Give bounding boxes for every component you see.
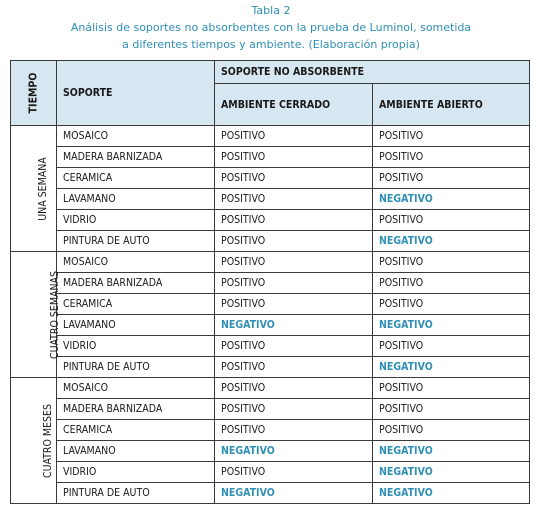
tiempo-group-label: UNA SEMANA [11,126,57,252]
ambiente-cerrado-cell: POSITIVO [215,336,373,357]
header-row-top [11,61,530,84]
ambiente-abierto-cell: POSITIVO [373,273,530,294]
soporte-cell: VIDRIO [57,336,215,357]
header-ambiente-abierto: AMBIENTE ABIERTO [373,84,530,126]
table-row [11,147,530,168]
ambiente-abierto-cell: NEGATIVO [373,483,530,504]
soporte-cell: PINTURA DE AUTO [57,357,215,378]
table-row [11,252,530,273]
table-row [11,231,530,252]
soporte-cell: VIDRIO [57,462,215,483]
luminol-results-table [10,60,530,504]
ambiente-cerrado-cell: NEGATIVO [215,315,373,336]
table-row [11,315,530,336]
ambiente-cerrado-cell: POSITIVO [215,294,373,315]
ambiente-abierto-cell: POSITIVO [373,336,530,357]
table-row [11,210,530,231]
table-row [11,126,530,147]
table-row [11,294,530,315]
soporte-cell: MADERA BARNIZADA [57,399,215,420]
ambiente-abierto-cell: NEGATIVO [373,189,530,210]
table-row [11,273,530,294]
ambiente-cerrado-cell: POSITIVO [215,231,373,252]
ambiente-cerrado-cell: NEGATIVO [215,483,373,504]
ambiente-abierto-cell: POSITIVO [373,210,530,231]
table-number: Tabla 2 [251,4,291,17]
ambiente-cerrado-cell: POSITIVO [215,420,373,441]
table-row [11,462,530,483]
header-soporte: SOPORTE [57,61,215,126]
ambiente-abierto-cell: POSITIVO [373,252,530,273]
table-row [11,483,530,504]
soporte-cell: CERAMICA [57,420,215,441]
ambiente-cerrado-cell: POSITIVO [215,273,373,294]
ambiente-cerrado-cell: POSITIVO [215,126,373,147]
table-row [11,189,530,210]
ambiente-abierto-cell: POSITIVO [373,378,530,399]
ambiente-abierto-cell: POSITIVO [373,168,530,189]
ambiente-cerrado-cell: NEGATIVO [215,441,373,462]
ambiente-abierto-cell: POSITIVO [373,126,530,147]
soporte-cell: LAVAMANO [57,315,215,336]
table-row [11,336,530,357]
table-caption-line-2: a diferentes tiempos y ambiente. (Elaboración propia) [122,38,420,51]
ambiente-abierto-cell: NEGATIVO [373,315,530,336]
tiempo-group-label: CUATRO SEMANAS [11,252,57,378]
ambiente-abierto-cell: POSITIVO [373,147,530,168]
ambiente-cerrado-cell: POSITIVO [215,357,373,378]
soporte-cell: LAVAMANO [57,441,215,462]
ambiente-abierto-cell: POSITIVO [373,399,530,420]
table-row [11,378,530,399]
ambiente-cerrado-cell: POSITIVO [215,147,373,168]
ambiente-abierto-cell: POSITIVO [373,420,530,441]
header-ambiente-cerrado: AMBIENTE CERRADO [215,84,373,126]
ambiente-abierto-cell: NEGATIVO [373,441,530,462]
table-caption-line-1: Análisis de soportes no absorbentes con la prueba de Luminol, sometida [70,21,472,34]
ambiente-cerrado-cell: POSITIVO [215,462,373,483]
table-row [11,168,530,189]
soporte-cell: MOSAICO [57,252,215,273]
ambiente-abierto-cell: NEGATIVO [373,231,530,252]
soporte-cell: MADERA BARNIZADA [57,273,215,294]
ambiente-abierto-cell: POSITIVO [373,294,530,315]
table-row [11,441,530,462]
soporte-cell: MADERA BARNIZADA [57,147,215,168]
table-header [11,61,530,126]
ambiente-cerrado-cell: POSITIVO [215,399,373,420]
soporte-cell: CERAMICA [57,168,215,189]
soporte-cell: PINTURA DE AUTO [57,483,215,504]
ambiente-abierto-cell: NEGATIVO [373,357,530,378]
table-row [11,420,530,441]
ambiente-cerrado-cell: POSITIVO [215,378,373,399]
ambiente-cerrado-cell: POSITIVO [215,168,373,189]
header-soporte-no-absorbente: SOPORTE NO ABSORBENTE [215,61,530,84]
ambiente-abierto-cell: NEGATIVO [373,462,530,483]
soporte-cell: LAVAMANO [57,189,215,210]
ambiente-cerrado-cell: POSITIVO [215,252,373,273]
soporte-cell: MOSAICO [57,126,215,147]
ambiente-cerrado-cell: POSITIVO [215,189,373,210]
table-row [11,357,530,378]
soporte-cell: MOSAICO [57,378,215,399]
table-body [11,126,530,504]
ambiente-cerrado-cell: POSITIVO [215,210,373,231]
soporte-cell: PINTURA DE AUTO [57,231,215,252]
table-row [11,399,530,420]
soporte-cell: VIDRIO [57,210,215,231]
header-tiempo: TIEMPO [11,61,57,126]
tiempo-group-label: CUATRO MESES [11,378,57,504]
soporte-cell: CERAMICA [57,294,215,315]
